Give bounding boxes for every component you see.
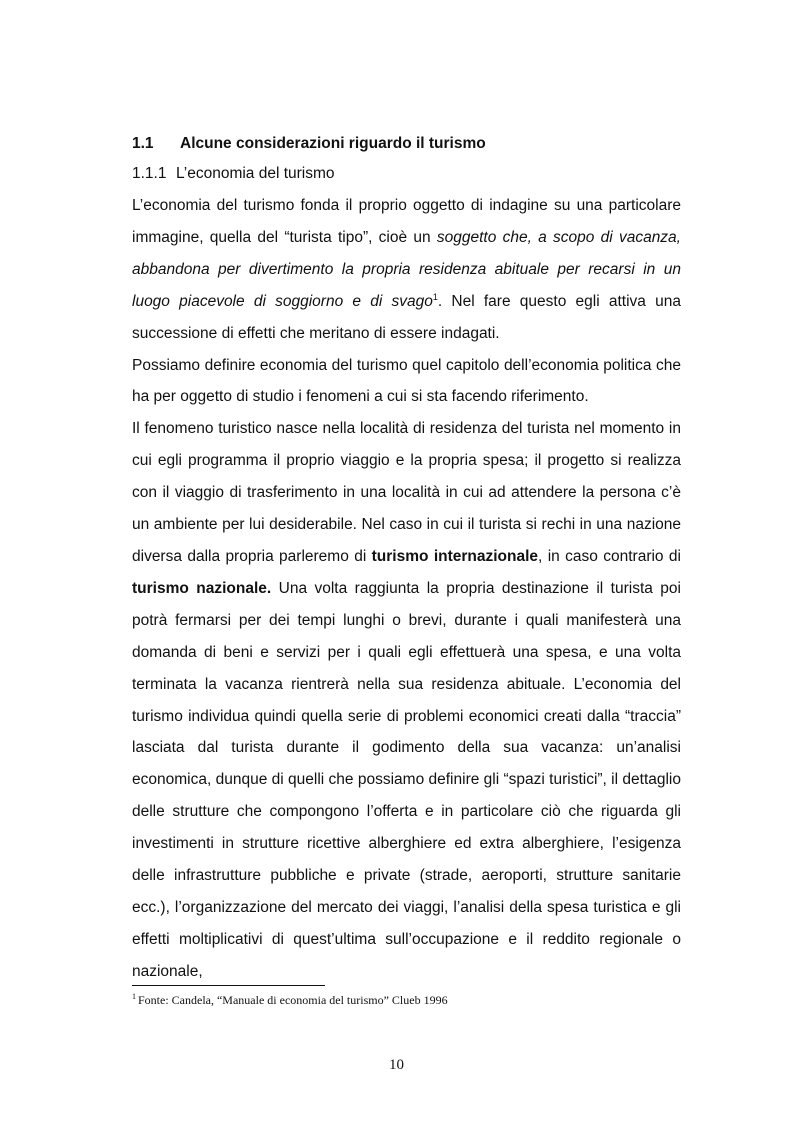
- footnote: [132, 993, 448, 1008]
- section-heading: [132, 130, 681, 158]
- footnote-marker: 1: [132, 992, 136, 1001]
- body-text: [132, 130, 681, 988]
- paragraph-3-part-2: , in caso contrario di: [538, 547, 681, 565]
- paragraph-1-intro: L’economia del turismo fonda il proprio oggetto di indagine su una particolare immagine, quella del “turista tipo”, cioè un: [132, 197, 681, 246]
- subsection-heading: [132, 158, 681, 190]
- section-title: Alcune considerazioni riguardo il turismo: [180, 135, 486, 152]
- paragraph-1-outro: . Nel fare questo egli attiva una successione di effetti che meritano di essere indagati.: [132, 292, 681, 342]
- footnote-text: Fonte: Candela, “Manuale di economia del turismo” Clueb 1996: [138, 993, 448, 1007]
- subsection-title: L’economia del turismo: [176, 165, 335, 182]
- section-number: 1.1: [132, 135, 154, 152]
- page-number: 10: [389, 1057, 404, 1073]
- term-international-tourism: turismo internazionale: [371, 547, 539, 565]
- paragraph-3: [132, 413, 681, 987]
- paragraph-3-part-3: Una volta raggiunta la propria destinazione il turista poi potrà fermarsi per dei tempi lunghi o brevi, durante i quali manifesterà una domanda di beni e servizi per i quali egli effettuerà una spesa, e una volta terminata la vacanza rientrerà nella sua residenza abituale. L’economia del turismo individua quindi quella serie di problemi economici creati dalla “traccia” lasciata dal turista durante il godimento della sua vacanza: un’analisi economica, dunque di quelli che possiamo definire gli “spazi turistici”, il dettaglio delle strutture che compongono l’offerta e in particolare ciò che riguarda gli investimenti in strutture ricettive alberghiere ed extra alberghiere, l’esigenza delle infrastrutture pubbliche e private (strade, aeroporti, strutture sanitarie ecc.), l’organizzazione del mercato dei viaggi, l’analisi della spesa turistica e gli effetti moltiplicativi di quest’ultima sull’occupazione e il reddito regionale o nazionale,: [132, 579, 681, 980]
- term-national-tourism: turismo nazionale.: [132, 579, 272, 597]
- paragraph-3-part-1: Il fenomeno turistico nasce nella località di residenza del turista nel momento in cui egli programma il proprio viaggio e la propria spesa; il progetto si realizza con il viaggio di trasferimento in una località in cui ad attendere la persona c’è un ambiente per lui desiderabile. Nel caso in cui il turista si rechi in una nazione diversa dalla propria parleremo di: [132, 420, 681, 565]
- paragraph-1: [132, 190, 681, 350]
- subsection-number: 1.1.1: [132, 165, 167, 182]
- footnote-separator: [132, 985, 325, 986]
- tourist-definition: soggetto che, a scopo di vacanza, abbandona per divertimento la propria residenza abituale per recarsi in un luogo piacevole di soggiorno e di svago: [132, 228, 681, 310]
- footnote-reference: 1: [432, 291, 438, 302]
- paragraph-2: Possiamo definire economia del turismo quel capitolo dell’economia politica che ha per oggetto di studio i fenomeni a cui si sta facendo riferimento.: [132, 356, 681, 406]
